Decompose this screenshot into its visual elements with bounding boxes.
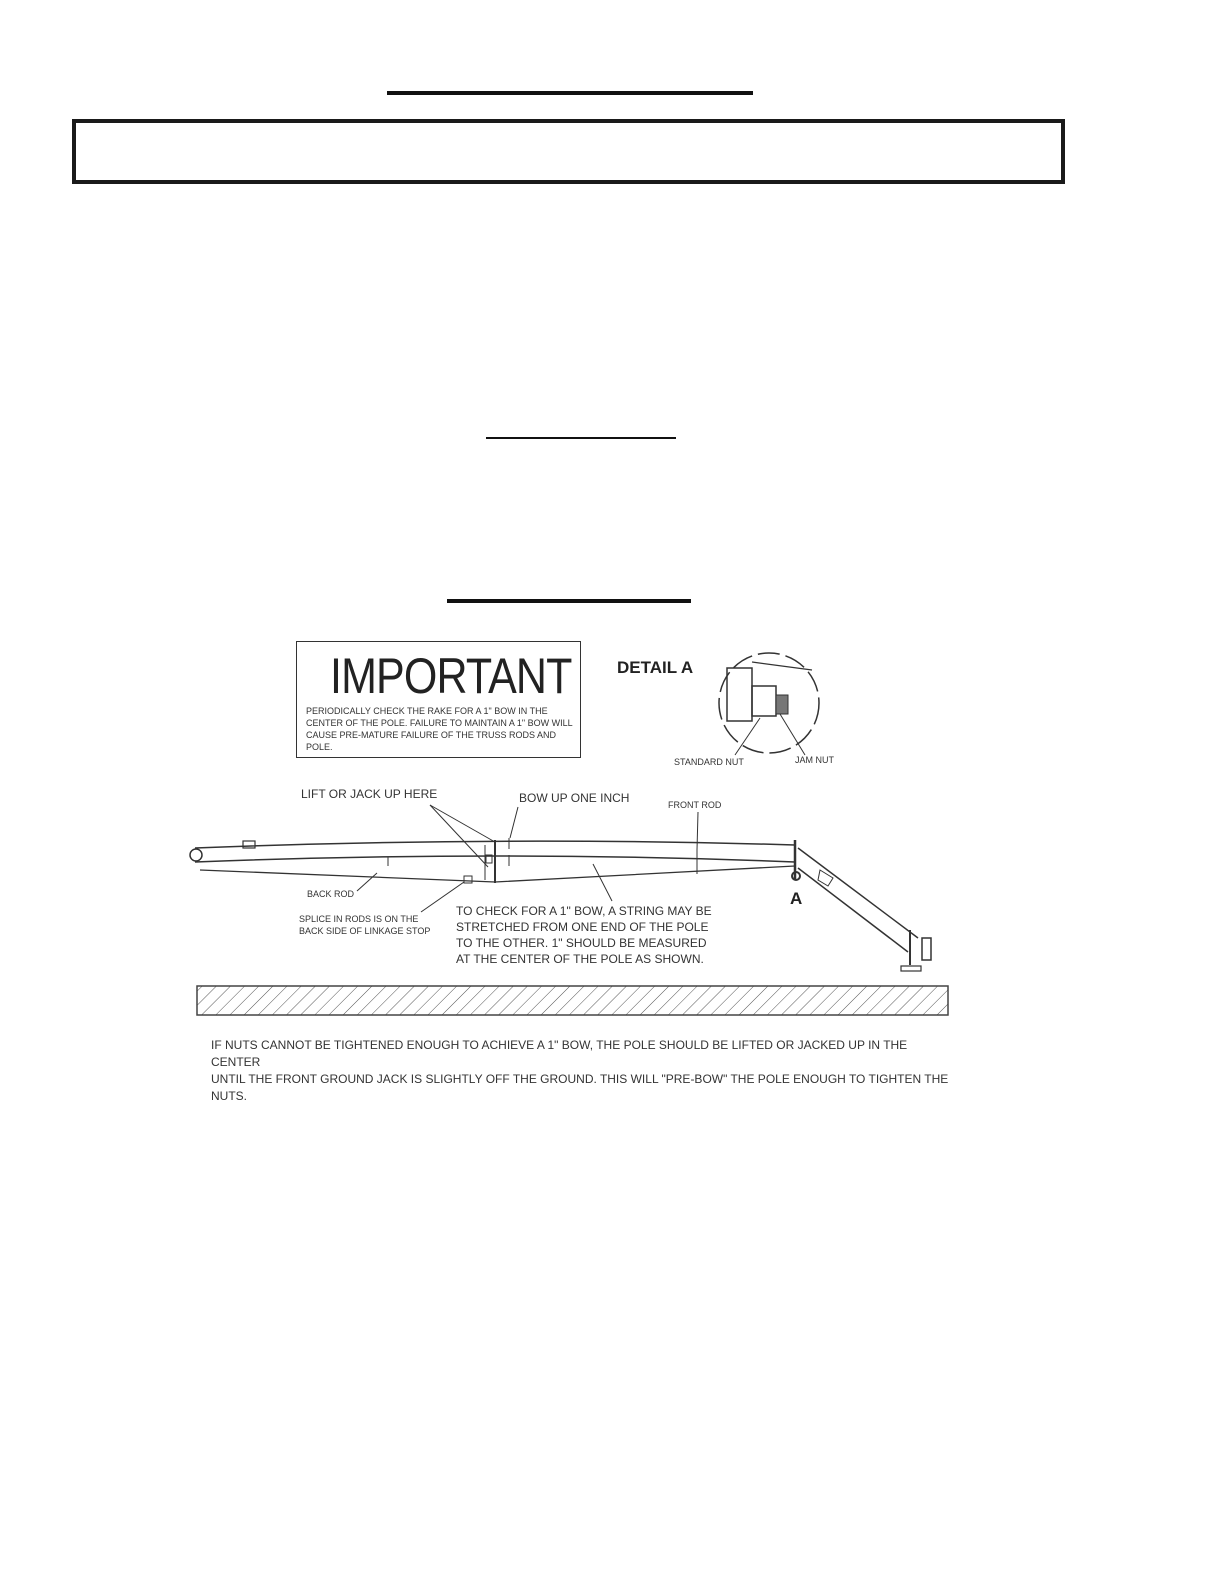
important-body: PERIODICALLY CHECK THE RAKE FOR A 1" BOW IN THE CENTER OF THE POLE. FAILURE TO MAINTAIN A 1" BOW WILL CAUSE PRE-MATURE FAILURE OF THE TRUSS RODS AND POLE. (306, 706, 573, 752)
lift-label: LIFT OR JACK UP HERE (301, 787, 438, 801)
important-title: IMPORTANT (330, 648, 572, 704)
check-line-3: TO THE OTHER. 1" SHOULD BE MEASURED (456, 936, 707, 950)
front-rod-label: FRONT ROD (668, 800, 722, 810)
ground-hatch (197, 986, 948, 1015)
leader-lines (357, 805, 698, 912)
check-line-2: STRETCHED FROM ONE END OF THE POLE (456, 920, 709, 934)
check-line-1: TO CHECK FOR A 1" BOW, A STRING MAY BE (456, 904, 712, 918)
footnote-line-1: IF NUTS CANNOT BE TIGHTENED ENOUGH TO ACHIEVE A 1" BOW, THE POLE SHOULD BE LIFTED OR JACKED UP IN THE CENTER (211, 1038, 908, 1069)
check-line-4: AT THE CENTER OF THE POLE AS SHOWN. (456, 952, 704, 966)
figure-footnote (211, 1037, 951, 1105)
back-rod-label: BACK ROD (307, 889, 355, 899)
bow-label: BOW UP ONE INCH (519, 791, 630, 805)
standard-nut-label: STANDARD NUT (674, 757, 744, 767)
check-instructions (456, 903, 712, 967)
splice-label-1: SPLICE IN RODS IS ON THE (299, 914, 419, 924)
footnote-line-2: UNTIL THE FRONT GROUND JACK IS SLIGHTLY OFF THE GROUND. THIS WILL "PRE-BOW" THE POLE ENOUGH TO TIGHTEN THE NUTS. (211, 1072, 949, 1103)
splice-label-2: BACK SIDE OF LINKAGE STOP (299, 926, 431, 936)
detail-a-title: DETAIL A (617, 658, 694, 677)
detail-a-drawing (719, 653, 819, 755)
jam-nut-label: JAM NUT (795, 755, 834, 765)
detail-a-marker: A (790, 889, 803, 908)
